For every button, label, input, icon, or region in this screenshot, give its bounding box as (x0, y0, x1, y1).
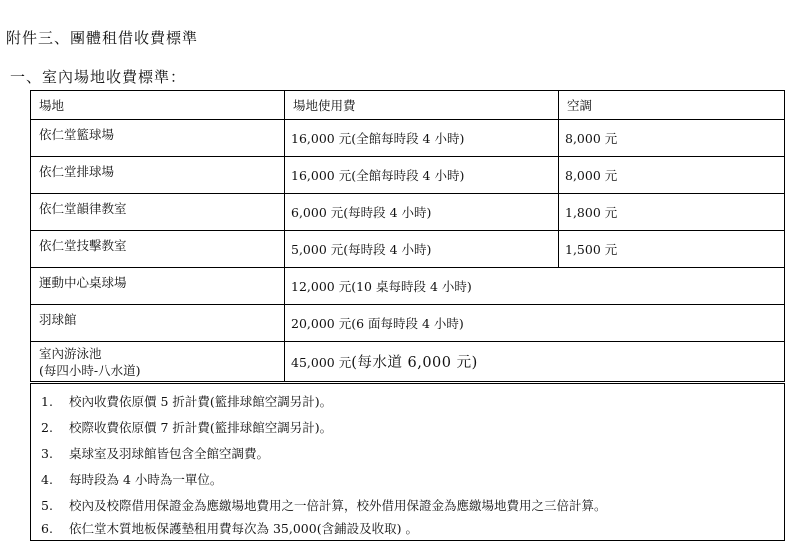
list-item (41, 414, 776, 440)
note-number: 2. (41, 419, 53, 435)
venue-cell: 運動中心桌球場 (31, 268, 285, 305)
note-number: 3. (41, 445, 53, 461)
venue-cell (31, 342, 285, 383)
fee-cell: 6,000 元(每時段 4 小時) (285, 194, 559, 231)
note-text: 校內收費依原價 5 折計費(籃排球館空調另計)。 (69, 394, 333, 409)
venue-cell: 依仁堂籃球場 (31, 120, 285, 157)
fee-cell: 16,000 元(全館每時段 4 小時) (285, 157, 559, 194)
note-text: 每時段為 4 小時為一單位。 (69, 472, 223, 487)
fee-cell: 12,000 元(10 桌每時段 4 小時) (285, 268, 785, 305)
venue-cell: 依仁堂排球場 (31, 157, 285, 194)
note-text: 校內及校際借用保證金為應繳場地費用之一倍計算，校外借用保證金為應繳場地費用之三倍計算。 (69, 498, 607, 513)
notes-cell (31, 383, 785, 541)
table-header-row (31, 91, 785, 120)
ac-cell: 8,000 元 (559, 157, 785, 194)
venue-cell: 依仁堂技擊教室 (31, 231, 285, 268)
section-title: 一、室內場地收費標準： (10, 68, 187, 86)
fee-cell (285, 342, 785, 383)
note-number: 5. (41, 497, 53, 513)
header-ac: 空調 (559, 91, 785, 120)
appendix-title: 附件三、團體租借收費標準 (6, 29, 199, 47)
list-item (41, 440, 776, 466)
note-text: 桌球室及羽球館皆包含全館空調費。 (69, 446, 270, 461)
fee-extra: (每水道 6,000 元) (351, 355, 478, 371)
table-row (31, 231, 785, 268)
venue-name: 室內游泳池 (39, 346, 102, 361)
notes-row (31, 383, 785, 541)
fee-cell: 20,000 元(6 面每時段 4 小時) (285, 305, 785, 342)
ac-cell: 1,500 元 (559, 231, 785, 268)
notes-list (41, 388, 776, 538)
fee-table (30, 90, 785, 541)
fee-main: 45,000 元 (291, 355, 352, 370)
list-item (41, 466, 776, 492)
table-row (31, 120, 785, 157)
fee-cell: 5,000 元(每時段 4 小時) (285, 231, 559, 268)
venue-note: (每四小時-八水道) (39, 363, 141, 378)
ac-cell: 8,000 元 (559, 120, 785, 157)
table-row (31, 342, 785, 383)
table-row (31, 268, 785, 305)
venue-cell: 羽球館 (31, 305, 285, 342)
venue-cell: 依仁堂韻律教室 (31, 194, 285, 231)
ac-cell: 1,800 元 (559, 194, 785, 231)
fee-cell: 16,000 元(全館每時段 4 小時) (285, 120, 559, 157)
note-text: 校際收費依原價 7 折計費(籃排球館空調另計)。 (69, 420, 333, 435)
header-venue: 場地 (31, 91, 285, 120)
table-row (31, 305, 785, 342)
header-fee: 場地使用費 (285, 91, 559, 120)
table-row (31, 157, 785, 194)
list-item (41, 518, 776, 538)
list-item (41, 388, 776, 414)
note-text: 依仁堂木質地板保護墊租用費每次為 35,000(含鋪設及收取) 。 (69, 521, 418, 536)
note-number: 1. (41, 393, 53, 409)
note-number: 6. (41, 520, 53, 536)
note-number: 4. (41, 471, 53, 487)
table-row (31, 194, 785, 231)
list-item (41, 492, 776, 518)
